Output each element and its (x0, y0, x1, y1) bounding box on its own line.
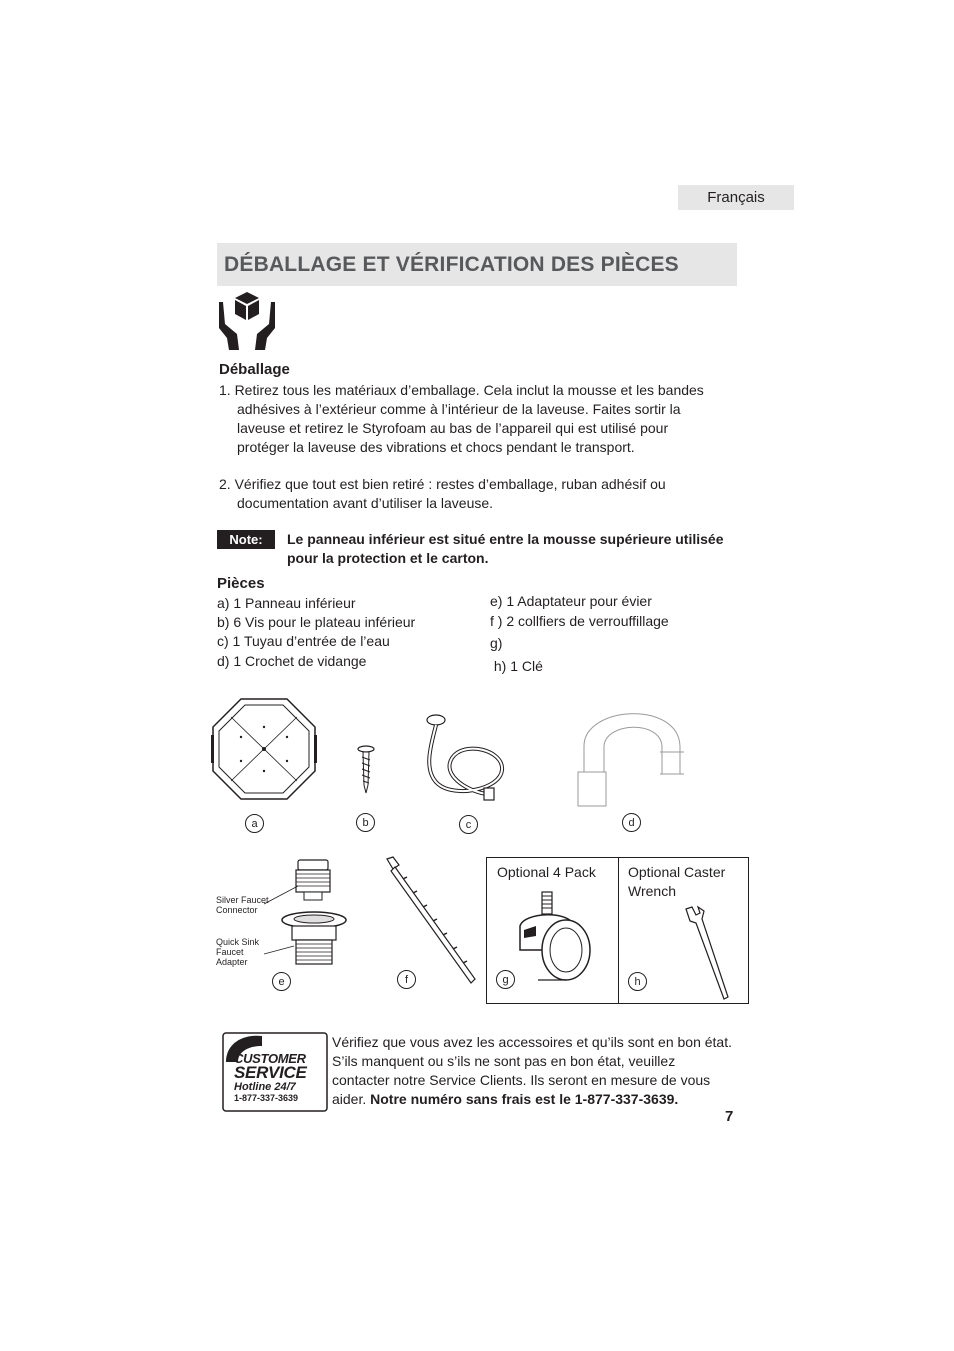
silver-faucet-label-2: Connector (216, 905, 258, 915)
optional-pack-text: Optional 4 Pack (497, 864, 596, 880)
screw-illustration (356, 745, 376, 795)
callout-lines (264, 872, 300, 962)
note-badge: Note: (217, 530, 275, 549)
handle-with-care-icon (217, 290, 277, 352)
label-d: d (622, 813, 641, 832)
drain-hook-illustration (572, 696, 692, 808)
cable-tie-illustration (383, 855, 483, 987)
logo-phone: 1-877-337-3639 (234, 1093, 299, 1103)
logo-customer: CUSTOMER (234, 1051, 306, 1066)
parts-item-d: d) 1 Crochet de vidange (217, 653, 367, 669)
quick-sink-label-1: Quick Sink (216, 937, 260, 947)
note-text: Le panneau inférieur est situé entre la mousse supérieure utilisée pour la protection et le carton. (287, 531, 724, 566)
unpacking-heading: Déballage (219, 361, 290, 378)
page-number: 7 (725, 1108, 734, 1125)
silver-faucet-label-1: Silver Faucet (216, 895, 269, 905)
parts-heading: Pièces (217, 575, 265, 592)
unpacking-step-2: 2. Vérifiez que tout est bien retiré : restes d’emballage, ruban adhésif ou documentation avant d’utiliser la laveuse. (219, 476, 666, 511)
customer-service-phone-text: Notre numéro sans frais est le 1-877-337-3639. (370, 1091, 679, 1107)
optional-wrench-text-2: Wrench (628, 883, 676, 899)
inlet-hose-illustration (424, 712, 508, 804)
label-c: c (459, 815, 478, 834)
label-a: a (245, 814, 264, 833)
quick-sink-label-3: Adapter (216, 957, 248, 967)
section-title: DÉBALLAGE ET VÉRIFICATION DES PIÈCES (224, 253, 679, 276)
parts-item-b: b) 6 Vis pour le plateau inférieur (217, 614, 416, 630)
label-f: f (397, 970, 416, 989)
customer-service-logo (222, 1032, 328, 1112)
logo-service: SERVICE (234, 1063, 307, 1082)
customer-service-text (332, 1033, 732, 1109)
label-e: e (272, 972, 291, 991)
optional-wrench-text-1: Optional Caster (628, 864, 726, 880)
parts-item-h: h) 1 Clé (490, 658, 543, 674)
wrench-illustration (682, 905, 736, 1003)
parts-item-f: f ) 2 collfiers de verrouffillage (490, 613, 669, 629)
parts-item-c: c) 1 Tuyau d’entrée de l’eau (217, 633, 390, 649)
label-b: b (356, 813, 375, 832)
parts-item-g: g) (490, 635, 503, 651)
quick-sink-label-2: Faucet (216, 947, 244, 957)
unpacking-step-1: 1. Retirez tous les matériaux d’emballage. Cela inclut la mousse et les bandes adhésives à l’extérieur comme à l’intérieur de la laveuse. Faites sortir la laveuse et retirez le Styrofoam au bas de l’appareil qui est utilisé pour protéger la laveuse des vibrations et chocs pendant le transport. (219, 382, 704, 455)
label-g: g (496, 970, 515, 989)
parts-item-e: e) 1 Adaptateur pour évier (490, 593, 652, 609)
language-tab: Français (678, 185, 794, 210)
caster-illustration (510, 890, 594, 990)
customer-service-body: Vérifiez que vous avez les accessoires et qu’ils sont en bon état. S’ils manquent ou s’ils ne sont pas en bon état, veuillez contacter notre Service Clients. Ils seront en mesure de vous aider. (332, 1034, 732, 1107)
bottom-panel-illustration (211, 697, 317, 801)
label-h: h (628, 972, 647, 991)
logo-hotline: Hotline 24/7 (234, 1081, 296, 1093)
parts-item-a: a) 1 Panneau inférieur (217, 595, 356, 611)
optional-parts-divider (618, 857, 619, 1004)
